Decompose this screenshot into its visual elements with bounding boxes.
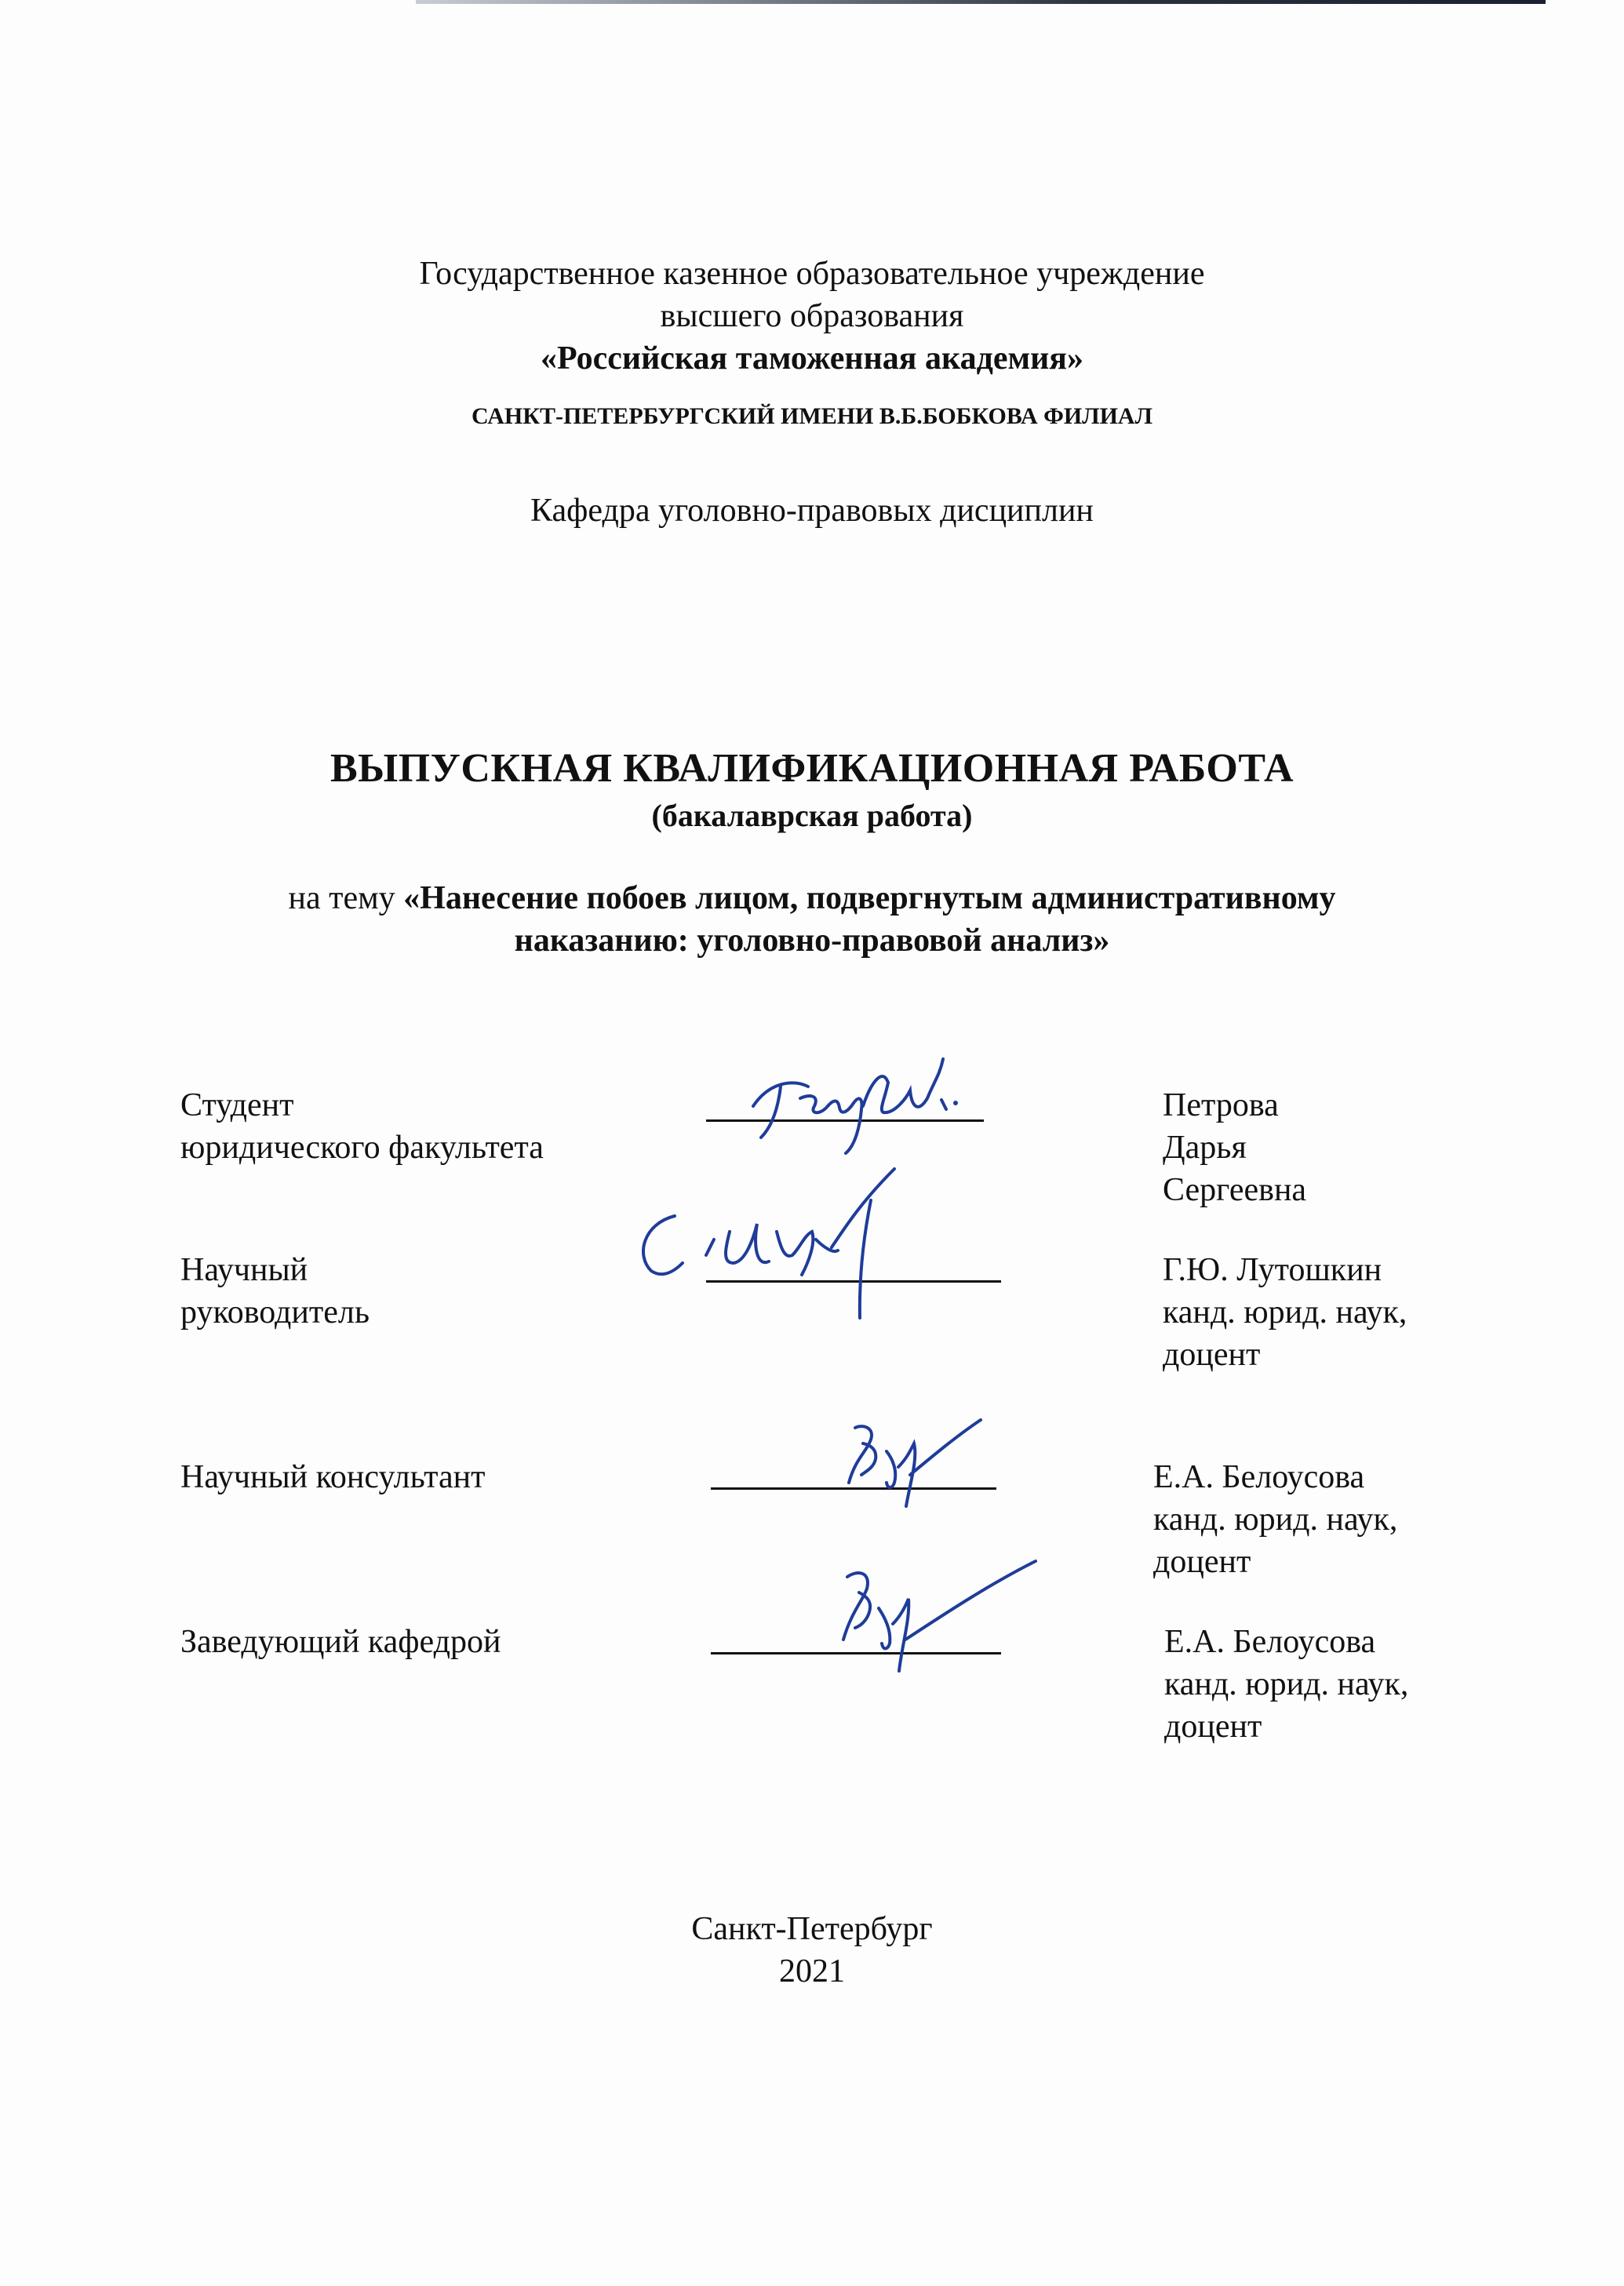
- topic-prefix: на тему: [288, 880, 404, 916]
- topic-title-line-1: «Нанесение побоев лицом, подвергнутым административному: [403, 880, 1336, 916]
- title-block: [0, 745, 1624, 792]
- role-line: Научный консультант: [180, 1459, 486, 1495]
- branch-block: [0, 403, 1624, 430]
- name-student: [1163, 1084, 1306, 1211]
- name-line: канд. юрид. наук,: [1163, 1294, 1407, 1330]
- consultant-signature: [832, 1412, 989, 1522]
- name-line: канд. юрид. наук,: [1153, 1502, 1398, 1538]
- name-line: Петрова: [1163, 1087, 1279, 1123]
- subtitle-block: [0, 797, 1624, 834]
- institution-line-2: высшего образования: [660, 298, 964, 334]
- role-consultant: [180, 1456, 485, 1498]
- name-line: доцент: [1153, 1544, 1251, 1580]
- role-head-of-department: [180, 1621, 501, 1663]
- role-line: юридического факультета: [180, 1130, 544, 1166]
- name-supervisor: [1163, 1249, 1407, 1376]
- role-supervisor: [180, 1249, 370, 1334]
- name-head-of-department: [1164, 1621, 1408, 1748]
- name-line: доцент: [1164, 1709, 1262, 1745]
- supervisor-signature: [628, 1169, 926, 1326]
- role-line: Научный: [180, 1252, 308, 1288]
- topic-block: [0, 877, 1624, 962]
- name-consultant: [1153, 1456, 1397, 1583]
- city: Санкт-Петербург: [691, 1911, 933, 1947]
- footer: [0, 1908, 1624, 1993]
- scan-edge: [416, 0, 1546, 4]
- year: 2021: [779, 1953, 845, 1989]
- topic-line-1: [0, 877, 1624, 919]
- document-subtitle: (бакалаврская работа): [651, 798, 973, 833]
- department-block: [0, 490, 1624, 532]
- institution-line-1: Государственное казенное образовательное учреждение: [419, 256, 1205, 292]
- topic-title-line-2: наказанию: уголовно-правовой анализ»: [514, 923, 1110, 959]
- document-title: ВЫПУСКНАЯ КВАЛИФИКАЦИОННАЯ РАБОТА: [330, 746, 1294, 791]
- name-line: Сергеевна: [1163, 1172, 1307, 1208]
- head-signature: [824, 1553, 1043, 1679]
- name-line: Дарья: [1163, 1130, 1247, 1166]
- role-line: руководитель: [180, 1294, 370, 1330]
- branch-name: САНКТ-ПЕТЕРБУРГСКИЙ ИМЕНИ В.Б.БОБКОВА ФИЛИАЛ: [472, 403, 1152, 429]
- name-line: Е.А. Белоусова: [1164, 1624, 1376, 1660]
- name-line: канд. юрид. наук,: [1164, 1666, 1409, 1702]
- name-line: Г.Ю. Лутошкин: [1163, 1252, 1382, 1288]
- student-signature: [745, 1051, 981, 1161]
- academy-name: «Российская таможенная академия»: [540, 340, 1083, 377]
- role-line: Студент: [180, 1087, 294, 1123]
- header: [0, 253, 1624, 380]
- department-name: Кафедра уголовно-правовых дисциплин: [530, 493, 1094, 529]
- name-line: Е.А. Белоусова: [1153, 1459, 1365, 1495]
- name-line: доцент: [1163, 1337, 1261, 1373]
- role-student: [180, 1084, 544, 1169]
- role-line: Заведующий кафедрой: [180, 1624, 501, 1660]
